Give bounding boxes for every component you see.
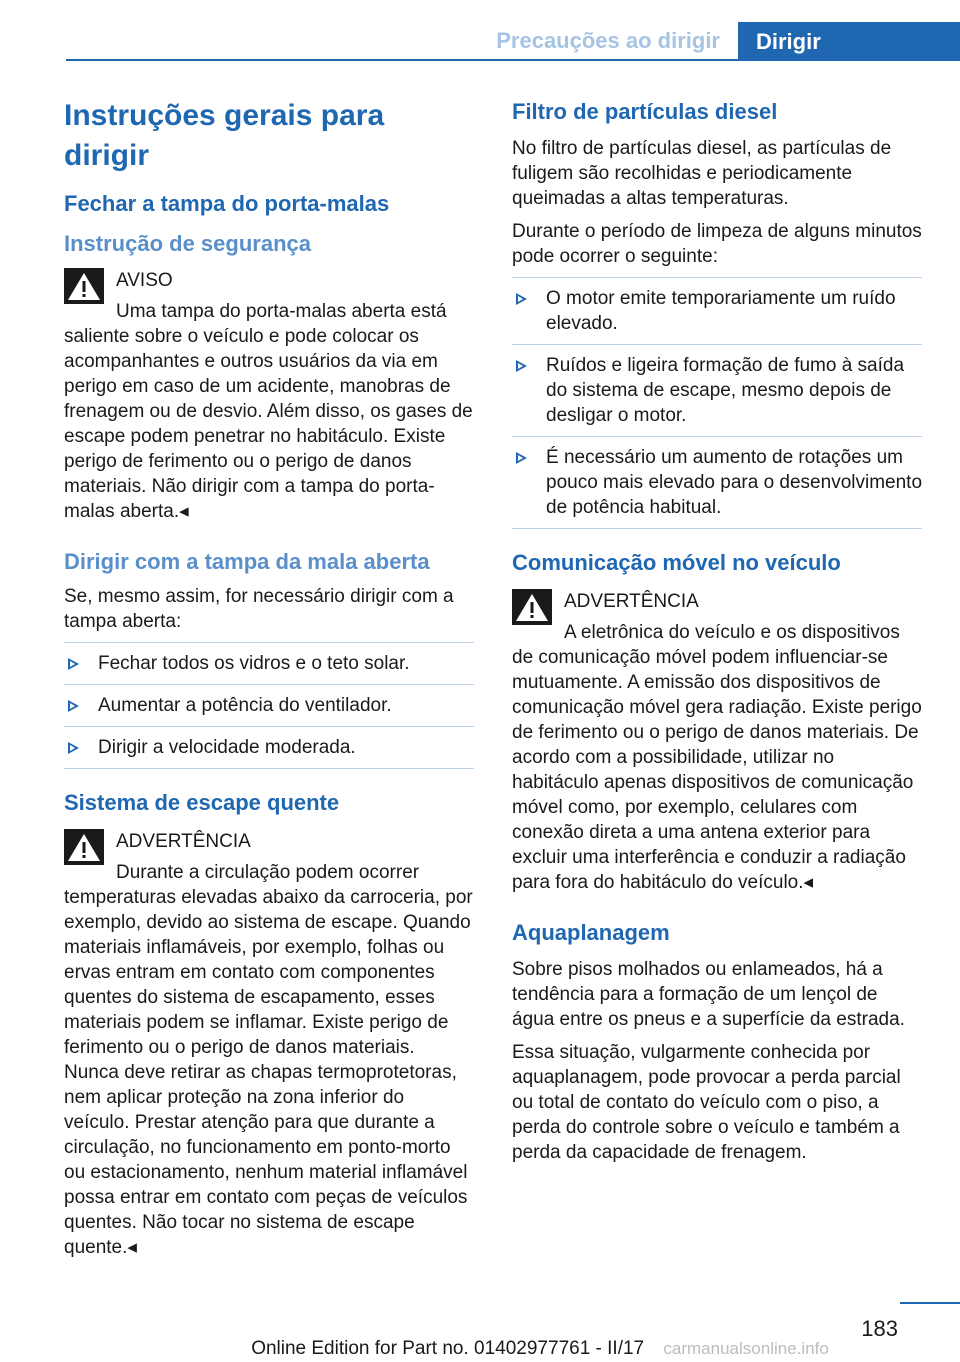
heading-trunk: Fechar a tampa do porta-malas — [64, 191, 390, 216]
page-number: 183 — [861, 1316, 898, 1341]
paragraph: Essa situação, vulgarmente conhecida por aquaplanagem, pode provocar a perda parcial ou total de contato do veículo com o piso, a perda do controle sobre o veículo e também a perda da capacidade de frenagem. — [512, 1042, 901, 1163]
triangle-bullet-icon — [68, 742, 79, 754]
warning-label: ADVERTÊNCIA — [564, 591, 699, 612]
warning-text: Durante a circulação podem ocorrer temperaturas elevadas abaixo da carroceria, por exemplo, devido ao sistema de escape. Quando materiais inflamáveis, por exemplo, folhas ou ervas entram em contato com componentes quentes do sistema de escapamento, esses materiais podem se inflamar. Existe perigo de ferimento ou o perigo de danos materiais. Nunca deve retirar as chapas termoprotetoras, nem aplicar proteção na zona inferior do veículo. Prestar atenção para que durante a circulação, no funcionamento em ponto-morto ou estacionamento, nenhum material inflamável possa entrar em contato com peças de veículos quentes. Não tocar no sistema de escape quente.◂ — [64, 862, 473, 1258]
left-column — [64, 96, 474, 1282]
page-header — [0, 0, 960, 62]
bullet-list — [512, 277, 922, 529]
triangle-bullet-icon — [516, 452, 527, 464]
triangle-bullet-icon — [68, 658, 79, 670]
paragraph: Se, mesmo assim, for necessário dirigir com a tampa aberta: — [64, 586, 454, 632]
warning-triangle-icon — [512, 589, 552, 625]
list-item: Fechar todos os vidros e o teto solar. — [64, 642, 474, 685]
list-item: Dirigir a velocidade moderada. — [64, 727, 474, 769]
triangle-bullet-icon — [516, 360, 527, 372]
heading-mobile: Comunicação móvel no veículo — [512, 550, 841, 575]
paragraph: No filtro de partículas diesel, as partículas de fuligem são recolhidas e periodicamente queimadas a altas temperaturas. — [512, 138, 892, 209]
heading-aquaplaning: Aquaplanagem — [512, 920, 670, 945]
paragraph: Sobre pisos molhados ou enlameados, há a tendência para a formação de um lençol de água entre os pneus e a superfície da estrada. — [512, 959, 905, 1030]
triangle-bullet-icon — [516, 293, 527, 305]
heading-diesel-filter: Filtro de partículas diesel — [512, 99, 778, 124]
triangle-bullet-icon — [68, 700, 79, 712]
list-item: É necessário um aumento de rotações um pouco mais elevado para o desenvolvimento de potência habitual. — [512, 437, 922, 529]
page-title: Instruções gerais para dirigir — [64, 99, 385, 172]
edition-text: Online Edition for Part no. 01402977761 - II/17 — [251, 1338, 645, 1359]
bullet-list — [64, 642, 474, 769]
warning-triangle-icon — [64, 829, 104, 865]
warning-label: ADVERTÊNCIA — [116, 831, 251, 852]
list-item: Aumentar a potência do ventilador. — [64, 685, 474, 727]
warning-triangle-icon — [64, 268, 104, 304]
paragraph: Durante o período de limpeza de alguns minutos pode ocorrer o seguinte: — [512, 221, 922, 267]
heading-safety: Instrução de segurança — [64, 231, 311, 256]
warning-text: Uma tampa do porta-malas aberta está saliente sobre o veículo e pode colocar os acompanhantes e outros usuários da via em perigo em caso de um acidente, manobras de frenagem ou de desvio. Além disso, os gases de escape podem penetrar no habitáculo. Existe perigo de ferimento ou o perigo de danos materiais. Não dirigir com a tampa do porta-malas aberta.◂ — [64, 301, 473, 522]
warning-text: A eletrônica do veículo e os dispositivos de comunicação móvel podem influenciar-se mutuamente. A emissão dos dispositivos de comunicação móvel gera radiação. Existe perigo de ferimento ou o perigo de danos materiais. De acordo com a possibilidade, utilizar no habitáculo apenas dispositivos de comunicação móvel como, por exemplo, celulares com conexão direta a uma antena exterior para excluir uma interferência e conduzir a radiação para fora do habitáculo do veículo.◂ — [512, 622, 922, 893]
header-rule — [66, 59, 960, 61]
heading-exhaust: Sistema de escape quente — [64, 790, 340, 815]
list-item: Ruídos e ligeira formação de fumo à saída do sistema de escape, mesmo depois de desligar o motor. — [512, 345, 922, 437]
warning-block — [64, 266, 474, 524]
heading-open-trunk: Dirigir com a tampa da mala aberta — [64, 549, 430, 574]
warning-label: AVISO — [116, 270, 173, 291]
warning-block — [64, 827, 474, 1260]
watermark: carmanualsonline.info — [663, 1339, 829, 1358]
section-title: Precauções ao dirigir — [496, 28, 720, 53]
footer-rule — [900, 1302, 960, 1304]
right-column — [512, 96, 922, 1173]
list-item: O motor emite temporariamente um ruído elevado. — [512, 277, 922, 345]
warning-block — [512, 587, 922, 895]
chapter-tab[interactable]: Dirigir — [738, 22, 960, 61]
edition-footer — [0, 1338, 960, 1360]
